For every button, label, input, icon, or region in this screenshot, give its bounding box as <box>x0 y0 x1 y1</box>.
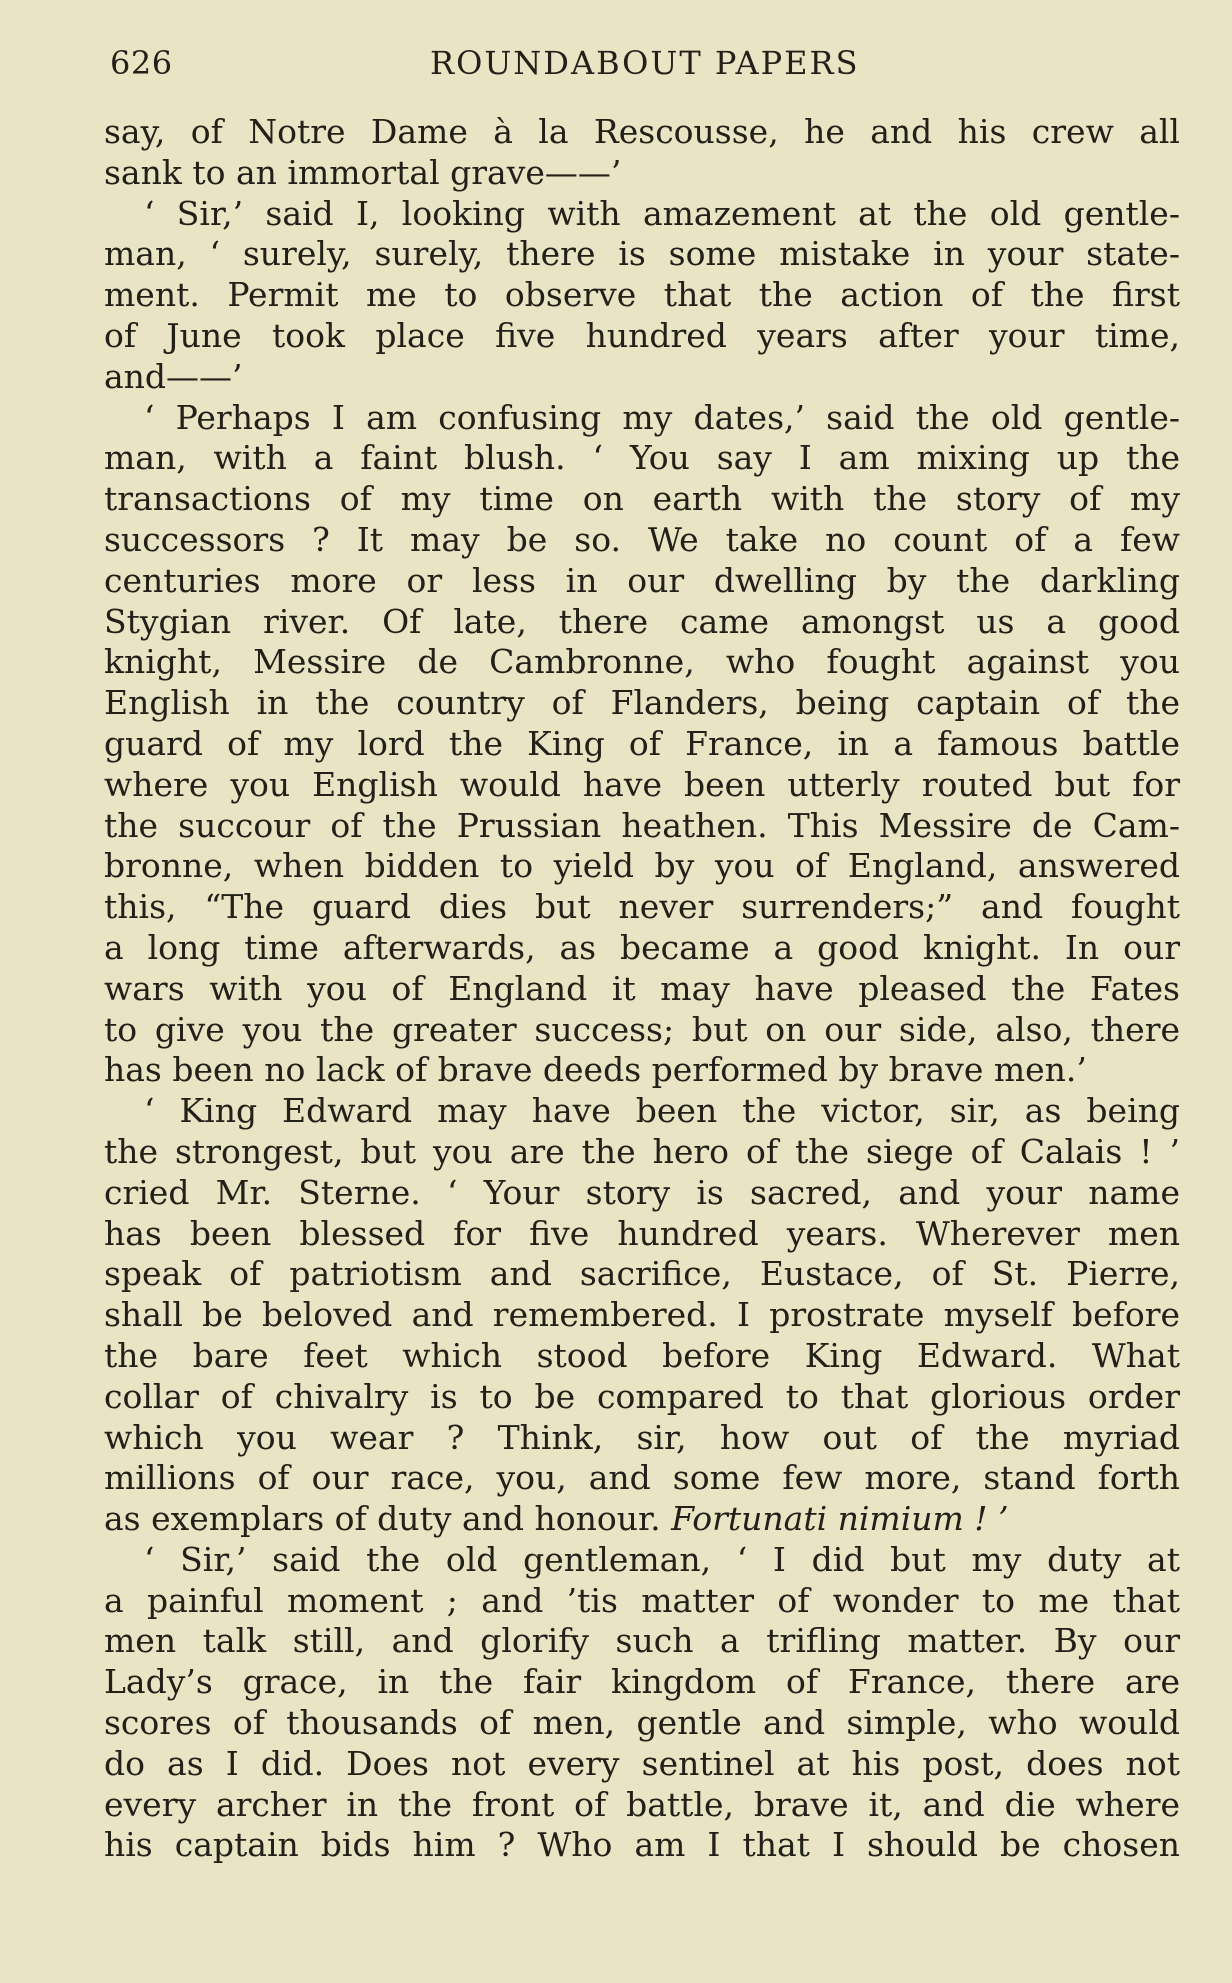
text-line-content: his captain bids him ? Who am I that I should be chosen <box>104 1825 1180 1865</box>
page-header <box>110 44 1180 90</box>
text-line <box>104 438 1180 479</box>
text-line <box>104 1418 1180 1459</box>
text-line-content: ‘ King Edward may have been the victor, sir, as being <box>144 1091 1180 1131</box>
text-line <box>104 928 1180 969</box>
text-line-content: do as I did. Does not every sentinel at his post, does not <box>104 1743 1180 1783</box>
text-line <box>104 1581 1180 1622</box>
italic-phrase: Fortunati nimium ! ’ <box>671 1499 1009 1539</box>
text-line <box>104 275 1180 316</box>
text-line <box>104 520 1180 561</box>
text-line-content: shall be beloved and remembered. I prostrate myself before <box>104 1295 1180 1335</box>
text-line <box>104 1214 1180 1255</box>
text-line <box>104 1336 1180 1377</box>
text-line-content: cried Mr. Sterne. ‘ Your story is sacred, and your name <box>104 1172 1180 1212</box>
text-line <box>104 1010 1180 1051</box>
text-line <box>104 1662 1180 1703</box>
text-line-content: guard of my lord the King of France, in a famous battle <box>104 723 1180 763</box>
text-line-content: a painful moment ; and ’tis matter of wonder to me that <box>104 1580 1180 1620</box>
text-line <box>104 642 1180 683</box>
text-line-content: millions of our race, you, and some few more, stand forth <box>104 1458 1180 1498</box>
text-line <box>104 1458 1180 1499</box>
running-title: ROUNDABOUT PAPERS <box>430 44 860 82</box>
text-line <box>104 112 1180 153</box>
text-line <box>104 1132 1180 1173</box>
text-line <box>104 357 1180 398</box>
page-number: 626 <box>110 44 173 82</box>
text-line <box>104 398 1180 439</box>
body-text <box>104 112 1180 1866</box>
text-line <box>104 724 1180 765</box>
text-line <box>104 194 1180 235</box>
text-line-content: ‘ Sir,’ said I, looking with amazement at the old gentle- <box>144 193 1180 233</box>
text-line-content: every archer in the front of battle, brave it, and die where <box>104 1784 1180 1824</box>
text-line-content: centuries more or less in our dwelling by the darkling <box>104 560 1180 600</box>
text-line <box>104 602 1180 643</box>
text-line-content: ‘ Sir,’ said the old gentleman, ‘ I did but my duty at <box>144 1539 1180 1579</box>
text-line-content: successors ? It may be so. We take no count of a few <box>104 519 1180 559</box>
text-line <box>104 887 1180 928</box>
text-line <box>104 1091 1180 1132</box>
text-line-content: has been blessed for five hundred years. Wherever men <box>104 1213 1180 1253</box>
text-line <box>104 806 1180 847</box>
text-line <box>104 1785 1180 1826</box>
text-line-content: to give you the greater success; but on our side, also, there <box>104 1009 1180 1049</box>
text-line-content: ment. Permit me to observe that the action of the first <box>104 275 1180 315</box>
text-line <box>104 1254 1180 1295</box>
text-line-content: has been no lack of brave deeds performed by brave men.’ <box>104 1050 1087 1090</box>
text-line-content: speak of patriotism and sacrifice, Eustace, of St. Pierre, <box>104 1254 1180 1294</box>
text-line-content: this, “The guard dies but never surrenders;” and fought <box>104 887 1180 927</box>
text-line <box>104 1744 1180 1785</box>
text-line-content: a long time afterwards, as became a good knight. In our <box>104 927 1180 967</box>
text-line-content: the succour of the Prussian heathen. This Messire de Cam- <box>104 805 1180 845</box>
text-line <box>104 1825 1180 1866</box>
text-line-content: collar of chivalry is to be compared to that glorious order <box>104 1376 1180 1416</box>
text-line <box>104 683 1180 724</box>
text-line-content: men talk still, and glorify such a trifling matter. By our <box>104 1621 1180 1661</box>
text-line <box>104 479 1180 520</box>
text-line <box>104 765 1180 806</box>
text-line <box>104 969 1180 1010</box>
text-line-content: scores of thousands of men, gentle and simple, who would <box>104 1703 1180 1743</box>
text-line <box>104 1050 1180 1091</box>
text-line <box>104 234 1180 275</box>
text-line-content: which you wear ? Think, sir, how out of the myriad <box>104 1417 1180 1457</box>
text-line-content: wars with you of England it may have pleased the Fates <box>104 968 1180 1008</box>
text-line-content: man, ‘ surely, surely, there is some mistake in your state- <box>104 234 1180 274</box>
text-line-content: ‘ Perhaps I am confusing my dates,’ said the old gentle- <box>144 397 1180 437</box>
text-line-content: and——’ <box>104 356 243 396</box>
text-line-content: sank to an immortal grave——’ <box>104 152 622 192</box>
text-line <box>104 1377 1180 1418</box>
text-line <box>104 1621 1180 1662</box>
text-line <box>104 153 1180 194</box>
text-line <box>104 1499 1180 1540</box>
text-line <box>104 1703 1180 1744</box>
text-line-content: man, with a faint blush. ‘ You say I am mixing up the <box>104 438 1180 478</box>
text-line-content: the strongest, but you are the hero of the siege of Calais ! ’ <box>104 1131 1180 1171</box>
text-line <box>104 846 1180 887</box>
text-line-content: where you English would have been utterly routed but for <box>104 764 1180 804</box>
text-line-content: say, of Notre Dame à la Rescousse, he and his crew all <box>104 112 1180 151</box>
text-line <box>104 561 1180 602</box>
text-line <box>104 316 1180 357</box>
text-line-content: Stygian river. Of late, there came amongst us a good <box>104 601 1180 641</box>
text-line-content: of June took place five hundred years after your time, <box>104 315 1180 355</box>
text-line-content: English in the country of Flanders, being captain of the <box>104 683 1180 723</box>
text-line <box>104 1295 1180 1336</box>
text-line-content: Lady’s grace, in the fair kingdom of France, there are <box>104 1662 1180 1702</box>
text-line-content: bronne, when bidden to yield by you of England, answered <box>104 846 1180 886</box>
text-line <box>104 1540 1180 1581</box>
text-line-content: as exemplars of duty and honour. <box>104 1499 661 1539</box>
text-line-content: the bare feet which stood before King Edward. What <box>104 1335 1180 1375</box>
text-line <box>104 1173 1180 1214</box>
text-line-content: knight, Messire de Cambronne, who fought against you <box>104 642 1180 682</box>
text-line-content: transactions of my time on earth with the story of my <box>104 479 1180 519</box>
